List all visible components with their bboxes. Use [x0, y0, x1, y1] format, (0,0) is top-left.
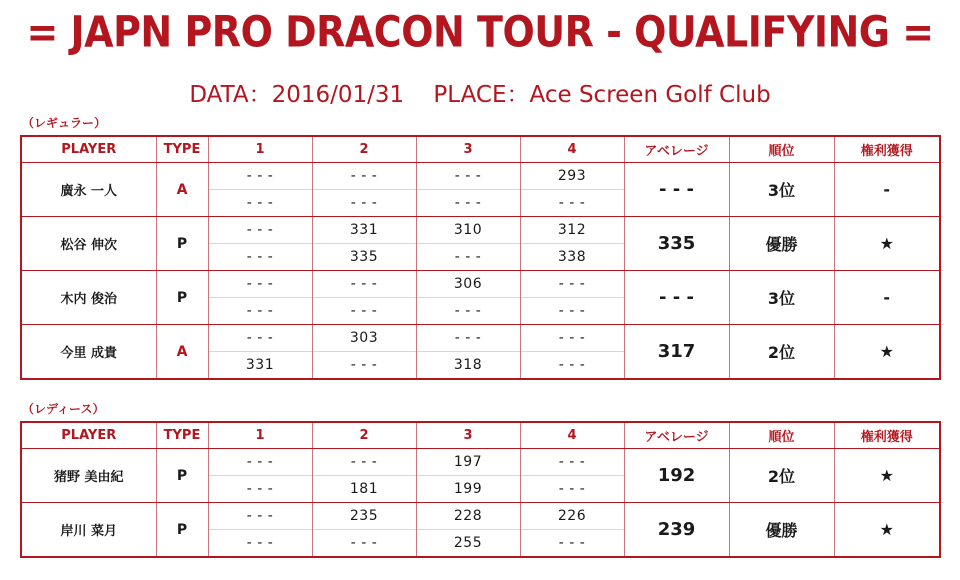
- second-shot-value: 338: [557, 249, 587, 265]
- column-header: 2: [312, 136, 416, 163]
- first-shot-value: 226: [521, 503, 624, 530]
- second-shot-value: - - -: [454, 303, 482, 319]
- first-shot-value: - - -: [417, 325, 520, 352]
- column-header: 4: [520, 136, 624, 163]
- first-shot-value: 306: [417, 271, 520, 298]
- second-shot-value: 318: [453, 357, 483, 373]
- player-name: 岸川 菜月: [21, 503, 156, 558]
- second-shot-value: 199: [453, 481, 483, 497]
- round-3-cell: [416, 449, 520, 503]
- second-shot-value: - - -: [558, 481, 586, 497]
- page-title: = JAPN PRO DRACON TOUR - QUALIFYING =: [26, 7, 934, 57]
- first-shot-value: - - -: [313, 163, 416, 190]
- column-header: TYPE: [156, 136, 208, 163]
- column-header: アベレージ: [624, 422, 729, 449]
- second-shot-value: 335: [349, 249, 379, 265]
- ladies-results-table: [20, 421, 941, 558]
- second-shot-value: - - -: [246, 249, 274, 265]
- player-name: 松谷 伸次: [21, 217, 156, 271]
- second-shot-value: - - -: [246, 535, 274, 551]
- second-shot-value: 181: [349, 481, 379, 497]
- player-name: 今里 成貴: [21, 325, 156, 380]
- column-header: 順位: [729, 422, 834, 449]
- player-type: P: [156, 271, 208, 325]
- average-distance: - - -: [624, 163, 729, 217]
- second-shot-value: - - -: [246, 303, 274, 319]
- column-header: 3: [416, 136, 520, 163]
- round-1-cell: [208, 503, 312, 558]
- second-shot-value: - - -: [246, 481, 274, 497]
- round-4-cell: [520, 163, 624, 217]
- player-row: [21, 503, 940, 558]
- placement: 2位: [729, 449, 834, 503]
- qualification-mark: -: [834, 271, 940, 325]
- column-header: 順位: [729, 136, 834, 163]
- first-shot-value: 310: [417, 217, 520, 244]
- ladies-section-label: （レディース）: [22, 402, 105, 416]
- first-shot-value: - - -: [209, 503, 312, 530]
- qualification-mark: ★: [834, 217, 940, 271]
- second-shot-value: - - -: [454, 195, 482, 211]
- second-shot-value: - - -: [558, 303, 586, 319]
- second-shot-value: - - -: [558, 535, 586, 551]
- first-shot-value: - - -: [209, 325, 312, 352]
- player-row: [21, 271, 940, 325]
- column-header: TYPE: [156, 422, 208, 449]
- column-header: 1: [208, 136, 312, 163]
- round-3-cell: [416, 163, 520, 217]
- second-shot-value: - - -: [350, 535, 378, 551]
- second-shot-value: - - -: [246, 195, 274, 211]
- player-type: P: [156, 449, 208, 503]
- average-distance: - - -: [624, 271, 729, 325]
- first-shot-value: 312: [521, 217, 624, 244]
- placement: 優勝: [729, 217, 834, 271]
- average-distance: 192: [624, 449, 729, 503]
- first-shot-value: - - -: [209, 217, 312, 244]
- player-row: [21, 217, 940, 271]
- event-place: PLACE：Ace Screen Golf Club: [433, 82, 771, 108]
- column-header: 権利獲得: [834, 136, 940, 163]
- round-3-cell: [416, 271, 520, 325]
- round-1-cell: [208, 325, 312, 380]
- first-shot-value: - - -: [521, 449, 624, 476]
- round-4-cell: [520, 217, 624, 271]
- first-shot-value: 197: [417, 449, 520, 476]
- table-header-row: [21, 422, 940, 449]
- round-4-cell: [520, 449, 624, 503]
- player-type: P: [156, 503, 208, 558]
- second-shot-value: - - -: [558, 357, 586, 373]
- player-row: [21, 325, 940, 380]
- second-shot-value: - - -: [350, 195, 378, 211]
- first-shot-value: - - -: [417, 163, 520, 190]
- qualification-mark: ★: [834, 503, 940, 558]
- placement: 2位: [729, 325, 834, 380]
- first-shot-value: - - -: [521, 325, 624, 352]
- round-2-cell: [312, 503, 416, 558]
- placement: 3位: [729, 271, 834, 325]
- round-4-cell: [520, 271, 624, 325]
- round-2-cell: [312, 325, 416, 380]
- table-header-row: [21, 136, 940, 163]
- column-header: PLAYER: [21, 422, 156, 449]
- first-shot-value: - - -: [313, 449, 416, 476]
- average-distance: 335: [624, 217, 729, 271]
- column-header: PLAYER: [21, 136, 156, 163]
- player-row: [21, 449, 940, 503]
- column-header: 4: [520, 422, 624, 449]
- average-distance: 239: [624, 503, 729, 558]
- first-shot-value: 235: [313, 503, 416, 530]
- second-shot-value: - - -: [454, 249, 482, 265]
- second-shot-value: - - -: [350, 303, 378, 319]
- first-shot-value: - - -: [209, 449, 312, 476]
- first-shot-value: - - -: [209, 271, 312, 298]
- round-3-cell: [416, 325, 520, 380]
- column-header: 2: [312, 422, 416, 449]
- round-4-cell: [520, 503, 624, 558]
- player-name: 猪野 美由紀: [21, 449, 156, 503]
- column-header: アベレージ: [624, 136, 729, 163]
- round-3-cell: [416, 503, 520, 558]
- second-shot-value: - - -: [558, 195, 586, 211]
- placement: 3位: [729, 163, 834, 217]
- event-info: [0, 76, 960, 109]
- event-date: DATA：2016/01/31: [189, 82, 405, 108]
- first-shot-value: - - -: [521, 271, 624, 298]
- round-1-cell: [208, 271, 312, 325]
- player-type: A: [156, 163, 208, 217]
- player-type: P: [156, 217, 208, 271]
- round-1-cell: [208, 163, 312, 217]
- round-2-cell: [312, 217, 416, 271]
- placement: 優勝: [729, 503, 834, 558]
- first-shot-value: - - -: [209, 163, 312, 190]
- first-shot-value: 303: [313, 325, 416, 352]
- round-1-cell: [208, 449, 312, 503]
- column-header: 3: [416, 422, 520, 449]
- round-1-cell: [208, 217, 312, 271]
- player-type: A: [156, 325, 208, 380]
- qualification-mark: -: [834, 163, 940, 217]
- first-shot-value: 293: [521, 163, 624, 190]
- round-2-cell: [312, 271, 416, 325]
- second-shot-value: - - -: [350, 357, 378, 373]
- column-header: 権利獲得: [834, 422, 940, 449]
- second-shot-value: 255: [453, 535, 483, 551]
- regular-section-label: （レギュラー）: [22, 116, 107, 130]
- round-2-cell: [312, 163, 416, 217]
- second-shot-value: 331: [245, 357, 275, 373]
- average-distance: 317: [624, 325, 729, 380]
- regular-results-table: [20, 135, 941, 380]
- first-shot-value: 228: [417, 503, 520, 530]
- round-3-cell: [416, 217, 520, 271]
- column-header: 1: [208, 422, 312, 449]
- player-name: 木内 俊治: [21, 271, 156, 325]
- round-2-cell: [312, 449, 416, 503]
- first-shot-value: - - -: [313, 271, 416, 298]
- player-name: 廣永 一人: [21, 163, 156, 217]
- player-row: [21, 163, 940, 217]
- qualification-mark: ★: [834, 449, 940, 503]
- round-4-cell: [520, 325, 624, 380]
- first-shot-value: 331: [313, 217, 416, 244]
- qualification-mark: ★: [834, 325, 940, 380]
